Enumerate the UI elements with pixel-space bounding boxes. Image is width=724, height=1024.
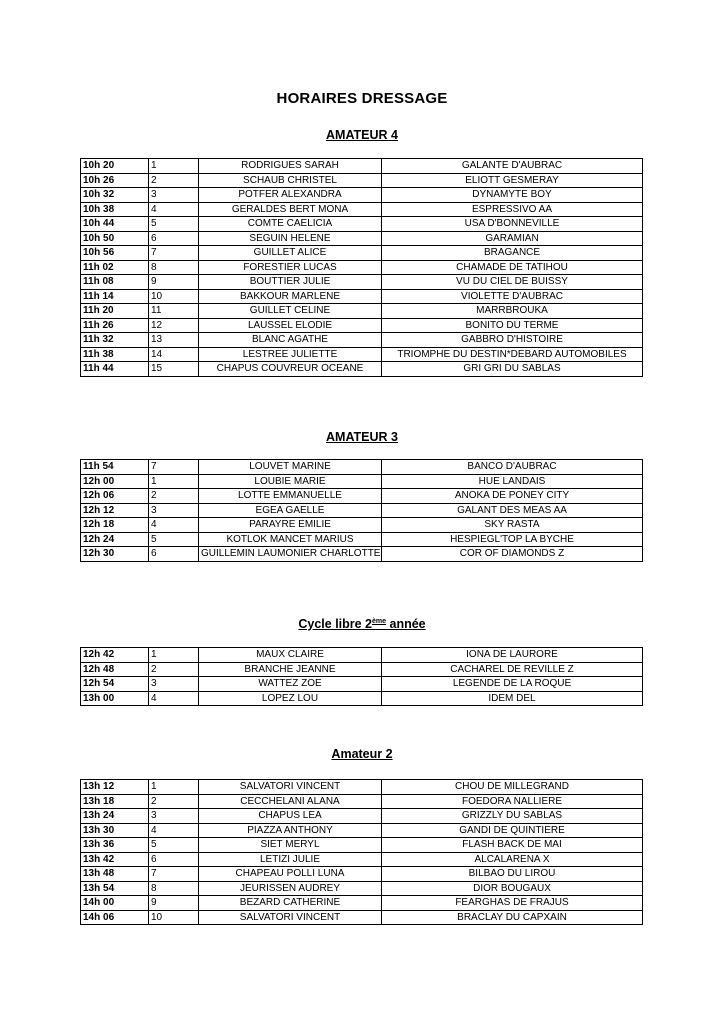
table-row: [81, 289, 643, 304]
rider-cell: LAUSSEL ELODIE: [199, 318, 382, 333]
time-cell: 12h 30: [81, 547, 149, 562]
table-row: [81, 809, 643, 824]
number-cell: 6: [149, 852, 199, 867]
time-cell: 11h 32: [81, 333, 149, 348]
horse-cell: GABBRO D'HISTOIRE: [382, 333, 643, 348]
rider-cell: GUILLET ALICE: [199, 246, 382, 261]
rider-cell: BLANC AGATHE: [199, 333, 382, 348]
time-cell: 11h 38: [81, 347, 149, 362]
horse-cell: GRIZZLY DU SABLAS: [382, 809, 643, 824]
table-row: [81, 503, 643, 518]
horse-cell: VIOLETTE D'AUBRAC: [382, 289, 643, 304]
horse-cell: GALANT DES MEAS AA: [382, 503, 643, 518]
number-cell: 11: [149, 304, 199, 319]
horse-cell: CHAMADE DE TATIHOU: [382, 260, 643, 275]
horse-cell: VU DU CIEL DE BUISSY: [382, 275, 643, 290]
rider-cell: EGEA GAELLE: [199, 503, 382, 518]
section-heading-amateur-2: Amateur 2: [331, 747, 393, 761]
number-cell: 8: [149, 260, 199, 275]
rider-cell: PARAYRE EMILIE: [199, 518, 382, 533]
time-cell: 12h 06: [81, 489, 149, 504]
number-cell: 4: [149, 691, 199, 706]
number-cell: 12: [149, 318, 199, 333]
number-cell: 7: [149, 460, 199, 475]
rider-cell: LESTREE JULIETTE: [199, 347, 382, 362]
section-heading-amateur-3: AMATEUR 3: [326, 430, 398, 444]
number-cell: 1: [149, 780, 199, 795]
horse-cell: IONA DE LAURORE: [382, 648, 643, 663]
horse-cell: GARAMIAN: [382, 231, 643, 246]
rider-cell: LOUBIE MARIE: [199, 474, 382, 489]
rider-cell: CHAPUS COUVREUR OCEANE: [199, 362, 382, 377]
horse-cell: IDEM DEL: [382, 691, 643, 706]
schedule-table-amateur-2: [80, 779, 643, 925]
time-cell: 11h 08: [81, 275, 149, 290]
table-row: [81, 246, 643, 261]
table-row: [81, 202, 643, 217]
number-cell: 6: [149, 547, 199, 562]
table-row: [81, 852, 643, 867]
number-cell: 5: [149, 532, 199, 547]
rider-cell: GERALDES BERT MONA: [199, 202, 382, 217]
time-cell: 13h 24: [81, 809, 149, 824]
number-cell: 3: [149, 677, 199, 692]
rider-cell: LOPEZ LOU: [199, 691, 382, 706]
table-row: [81, 173, 643, 188]
number-cell: 2: [149, 489, 199, 504]
horse-cell: COR OF DIAMONDS Z: [382, 547, 643, 562]
horse-cell: HUE LANDAIS: [382, 474, 643, 489]
time-cell: 10h 32: [81, 188, 149, 203]
rider-cell: FORESTIER LUCAS: [199, 260, 382, 275]
horse-cell: BRACLAY DU CAPXAIN: [382, 910, 643, 925]
table-row: [81, 260, 643, 275]
horse-cell: ELIOTT GESMERAY: [382, 173, 643, 188]
table-row: [81, 275, 643, 290]
time-cell: 11h 02: [81, 260, 149, 275]
number-cell: 3: [149, 809, 199, 824]
horse-cell: CHOU DE MILLEGRAND: [382, 780, 643, 795]
horse-cell: LEGENDE DE LA ROQUE: [382, 677, 643, 692]
section-heading-suffix: année: [386, 617, 426, 631]
number-cell: 1: [149, 648, 199, 663]
schedule-table-cycle-libre: [80, 647, 643, 706]
table-row: [81, 838, 643, 853]
horse-cell: USA D'BONNEVILLE: [382, 217, 643, 232]
rider-cell: BRANCHE JEANNE: [199, 662, 382, 677]
number-cell: 4: [149, 518, 199, 533]
horse-cell: SKY RASTA: [382, 518, 643, 533]
table-row: [81, 780, 643, 795]
rider-cell: SEGUIN HELENE: [199, 231, 382, 246]
number-cell: 3: [149, 503, 199, 518]
rider-cell: CHAPUS LEA: [199, 809, 382, 824]
number-cell: 9: [149, 275, 199, 290]
table-row: [81, 304, 643, 319]
rider-cell: JEURISSEN AUDREY: [199, 881, 382, 896]
rider-cell: SALVATORI VINCENT: [199, 910, 382, 925]
rider-cell: BOUTTIER JULIE: [199, 275, 382, 290]
time-cell: 10h 38: [81, 202, 149, 217]
horse-cell: DIOR BOUGAUX: [382, 881, 643, 896]
number-cell: 5: [149, 838, 199, 853]
horse-cell: ESPRESSIVO AA: [382, 202, 643, 217]
rider-cell: GUILLET CELINE: [199, 304, 382, 319]
page-title: HORAIRES DRESSAGE: [276, 90, 448, 107]
table-row: [81, 333, 643, 348]
table-row: [81, 217, 643, 232]
time-cell: 10h 44: [81, 217, 149, 232]
table-row: [81, 489, 643, 504]
time-cell: 10h 20: [81, 159, 149, 174]
table-row: [81, 896, 643, 911]
number-cell: 4: [149, 823, 199, 838]
table-row: [81, 794, 643, 809]
horse-cell: GALANTE D'AUBRAC: [382, 159, 643, 174]
number-cell: 7: [149, 867, 199, 882]
table-row: [81, 823, 643, 838]
rider-cell: WATTEZ ZOE: [199, 677, 382, 692]
time-cell: 11h 26: [81, 318, 149, 333]
table-row: [81, 518, 643, 533]
number-cell: 13: [149, 333, 199, 348]
rider-cell: LETIZI JULIE: [199, 852, 382, 867]
rider-cell: LOTTE EMMANUELLE: [199, 489, 382, 504]
horse-cell: HESPIEGL'TOP LA BYCHE: [382, 532, 643, 547]
section-heading-sup: ème: [372, 617, 387, 625]
time-cell: 11h 44: [81, 362, 149, 377]
horse-cell: MARRBROUKA: [382, 304, 643, 319]
rider-cell: BEZARD CATHERINE: [199, 896, 382, 911]
number-cell: 9: [149, 896, 199, 911]
number-cell: 10: [149, 289, 199, 304]
horse-cell: TRIOMPHE DU DESTIN*DEBARD AUTOMOBILES: [382, 347, 643, 362]
table-row: [81, 159, 643, 174]
time-cell: 14h 06: [81, 910, 149, 925]
time-cell: 13h 36: [81, 838, 149, 853]
table-row: [81, 347, 643, 362]
number-cell: 8: [149, 881, 199, 896]
time-cell: 12h 54: [81, 677, 149, 692]
horse-cell: BANCO D'AUBRAC: [382, 460, 643, 475]
table-row: [81, 231, 643, 246]
time-cell: 13h 48: [81, 867, 149, 882]
horse-cell: FOEDORA NALLIERE: [382, 794, 643, 809]
table-row: [81, 662, 643, 677]
horse-cell: DYNAMYTE BOY: [382, 188, 643, 203]
horse-cell: BONITO DU TERME: [382, 318, 643, 333]
horse-cell: GRI GRI DU SABLAS: [382, 362, 643, 377]
time-cell: 10h 56: [81, 246, 149, 261]
table-row: [81, 867, 643, 882]
rider-cell: RODRIGUES SARAH: [199, 159, 382, 174]
time-cell: 12h 12: [81, 503, 149, 518]
table-row: [81, 910, 643, 925]
number-cell: 4: [149, 202, 199, 217]
time-cell: 12h 00: [81, 474, 149, 489]
horse-cell: CACHAREL DE REVILLE Z: [382, 662, 643, 677]
rider-cell: MAUX CLAIRE: [199, 648, 382, 663]
number-cell: 7: [149, 246, 199, 261]
number-cell: 14: [149, 347, 199, 362]
horse-cell: GANDI DE QUINTIERE: [382, 823, 643, 838]
time-cell: 12h 42: [81, 648, 149, 663]
horse-cell: FEARGHAS DE FRAJUS: [382, 896, 643, 911]
number-cell: 2: [149, 794, 199, 809]
table-row: [81, 881, 643, 896]
section-heading-amateur-4: AMATEUR 4: [326, 128, 398, 142]
rider-cell: LOUVET MARINE: [199, 460, 382, 475]
table-row: [81, 460, 643, 475]
number-cell: 6: [149, 231, 199, 246]
table-row: [81, 532, 643, 547]
number-cell: 10: [149, 910, 199, 925]
number-cell: 5: [149, 217, 199, 232]
rider-cell: CECCHELANI ALANA: [199, 794, 382, 809]
table-row: [81, 188, 643, 203]
time-cell: 12h 18: [81, 518, 149, 533]
rider-cell: KOTLOK MANCET MARIUS: [199, 532, 382, 547]
number-cell: 2: [149, 173, 199, 188]
time-cell: 11h 20: [81, 304, 149, 319]
horse-cell: BILBAO DU LIROU: [382, 867, 643, 882]
schedule-table-amateur-4: [80, 158, 643, 377]
rider-cell: SALVATORI VINCENT: [199, 780, 382, 795]
horse-cell: ALCALARENA X: [382, 852, 643, 867]
time-cell: 13h 30: [81, 823, 149, 838]
time-cell: 10h 50: [81, 231, 149, 246]
rider-cell: COMTE CAELICIA: [199, 217, 382, 232]
time-cell: 13h 00: [81, 691, 149, 706]
number-cell: 15: [149, 362, 199, 377]
time-cell: 13h 12: [81, 780, 149, 795]
table-row: [81, 691, 643, 706]
rider-cell: SCHAUB CHRISTEL: [199, 173, 382, 188]
time-cell: 14h 00: [81, 896, 149, 911]
rider-cell: CHAPEAU POLLI LUNA: [199, 867, 382, 882]
table-row: [81, 474, 643, 489]
section-heading-text: Cycle libre 2: [298, 617, 373, 631]
number-cell: 1: [149, 474, 199, 489]
table-row: [81, 677, 643, 692]
horse-cell: FLASH BACK DE MAI: [382, 838, 643, 853]
rider-cell: BAKKOUR MARLENE: [199, 289, 382, 304]
number-cell: 2: [149, 662, 199, 677]
time-cell: 12h 48: [81, 662, 149, 677]
table-row: [81, 318, 643, 333]
table-row: [81, 648, 643, 663]
schedule-table-amateur-3: [80, 459, 643, 562]
time-cell: 11h 14: [81, 289, 149, 304]
table-row: [81, 547, 643, 562]
section-heading-cycle-libre: [0, 617, 724, 631]
time-cell: 13h 18: [81, 794, 149, 809]
rider-cell: SIET MERYL: [199, 838, 382, 853]
horse-cell: BRAGANCE: [382, 246, 643, 261]
time-cell: 13h 42: [81, 852, 149, 867]
time-cell: 13h 54: [81, 881, 149, 896]
horse-cell: ANOKA DE PONEY CITY: [382, 489, 643, 504]
number-cell: 3: [149, 188, 199, 203]
rider-cell: GUILLEMIN LAUMONIER CHARLOTTE: [199, 547, 382, 562]
time-cell: 10h 26: [81, 173, 149, 188]
rider-cell: POTFER ALEXANDRA: [199, 188, 382, 203]
time-cell: 12h 24: [81, 532, 149, 547]
rider-cell: PIAZZA ANTHONY: [199, 823, 382, 838]
number-cell: 1: [149, 159, 199, 174]
time-cell: 11h 54: [81, 460, 149, 475]
table-row: [81, 362, 643, 377]
